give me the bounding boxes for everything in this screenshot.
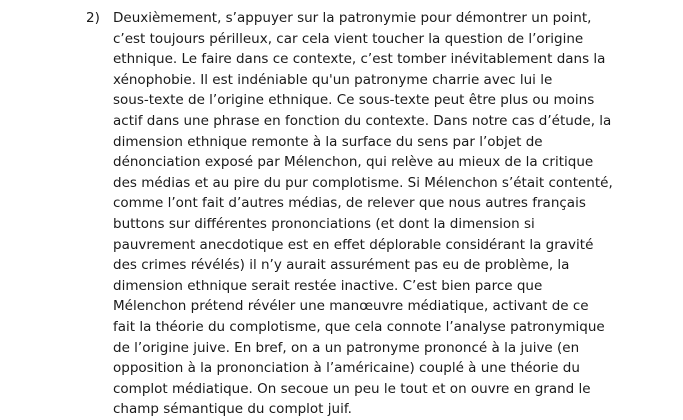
text-line-1: Deuxièmement, s’appuyer sur la patronymie pour démontrer un point, xyxy=(113,10,592,26)
text-line-19: complot médiatique. On secoue un peu le tout et on ouvre en grand le xyxy=(113,380,591,397)
list-marker: 2) xyxy=(86,10,100,26)
text-line-16: fait la théorie du complotisme, que cela connote l’analyse patronymique xyxy=(113,318,605,335)
text-line-18: opposition à la prononciation à l’américaine) couplé à une théorie du xyxy=(113,360,580,377)
text-line-12: pauvrement anecdotique est en effet déplorable considérant la gravité xyxy=(113,236,594,253)
text-line-2: c’est toujours périlleux, car cela vient toucher la question de l’origine xyxy=(113,30,584,47)
text-line-3: ethnique. Le faire dans ce contexte, c’est tomber inévitablement dans la xyxy=(113,51,606,68)
text-line-9: des médias et au pire du pur complotisme. Si Mélenchon s’était contenté, xyxy=(113,174,613,191)
text-line-5: sous-texte de l’origine ethnique. Ce sous-texte peut être plus ou moins xyxy=(113,92,595,109)
paragraph-text xyxy=(113,8,673,420)
text-line-17: de l’origine juive. En bref, on a un patronyme prononcé à la juive (en xyxy=(113,339,580,356)
text-line-6: actif dans une phrase en fonction du contexte. Dans notre cas d’étude, la xyxy=(113,112,612,129)
text-line-8: dénonciation exposé par Mélenchon, qui relève au mieux de la critique xyxy=(113,154,594,171)
text-line-4: xénophobie. Il est indéniable qu'un patronyme charrie avec lui le xyxy=(113,71,553,88)
text-line-13: des crimes révélés) il n’y aurait assurément pas eu de problème, la xyxy=(113,257,570,274)
text-line-7: dimension ethnique remonte à la surface du sens par l’objet de xyxy=(113,133,543,150)
text-line-14: dimension ethnique serait restée inactive. C’est bien parce que xyxy=(113,277,543,294)
text-line-20: champ sémantique du complot juif. xyxy=(113,401,352,418)
text-line-15: Mélenchon prétend révéler une manœuvre médiatique, activant de ce xyxy=(113,298,589,315)
text-line-10: comme l’ont fait d’autres médias, de relever que nous autres français xyxy=(113,195,586,212)
text-line-11: buttons sur différentes prononciations (et dont la dimension si xyxy=(113,215,535,232)
